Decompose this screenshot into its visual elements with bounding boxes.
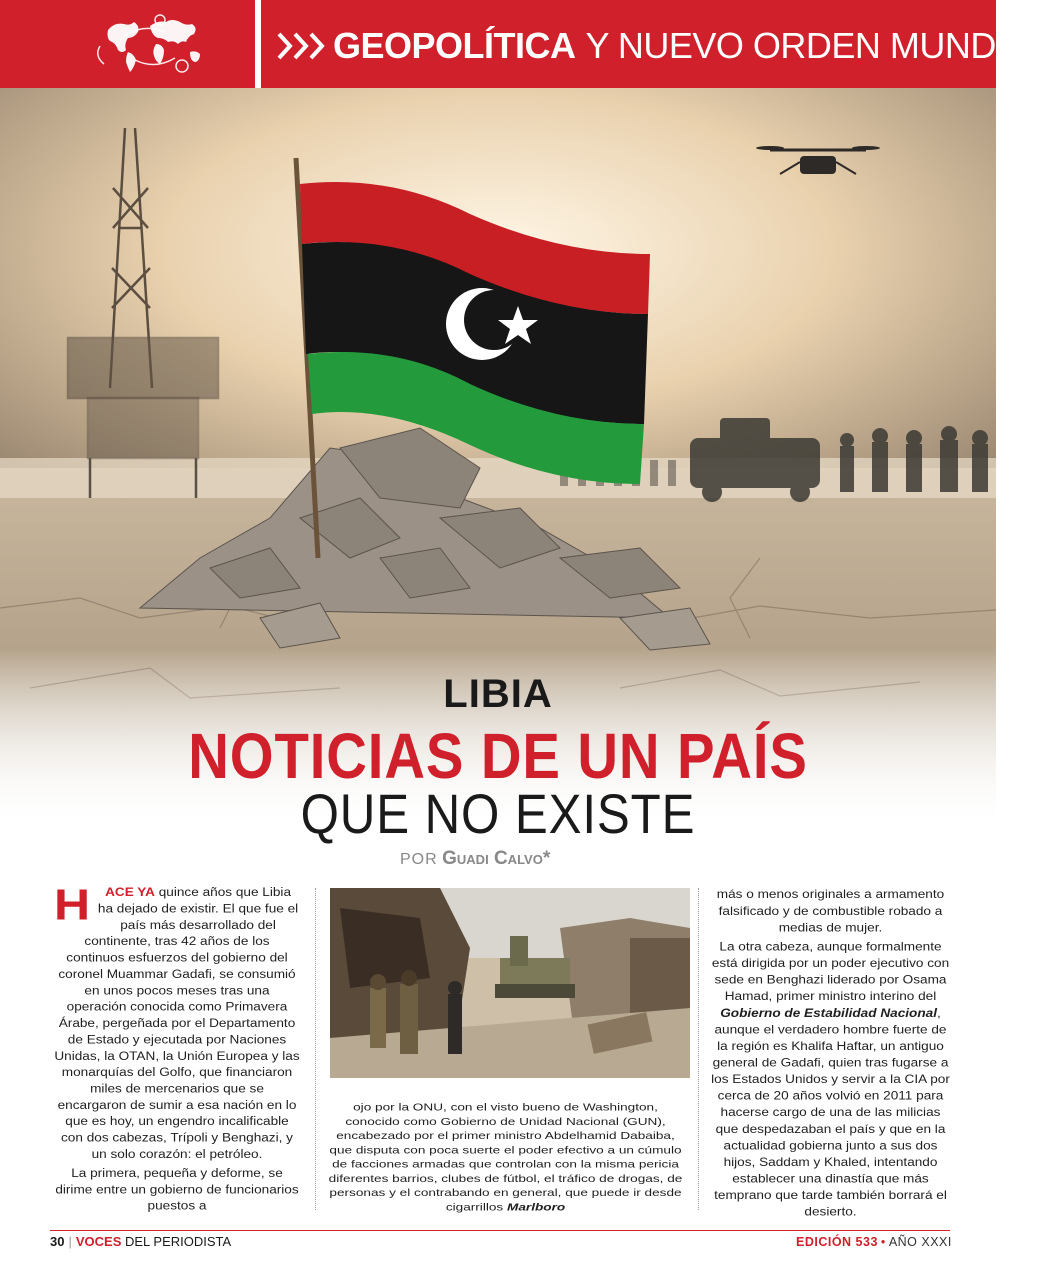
page-number: 30: [50, 1234, 65, 1249]
article-kicker: LIBIA: [443, 672, 553, 716]
section-header: [0, 0, 1048, 88]
column-rule-1: [315, 888, 316, 1210]
header-divider: [255, 0, 261, 88]
paragraph-5: [708, 938, 953, 1220]
article-photo-image: [330, 888, 690, 1078]
byline: [400, 848, 550, 870]
paragraph-4: más o menos originales a armamento falsificado y de combustible robado a medias de mujer.: [716, 887, 945, 934]
magazine-name-bold: VOCES: [75, 1234, 122, 1249]
hero-illustration-art: [0, 88, 996, 828]
section-title-rest: Y NUEVO ORDEN MUNDIAL: [585, 25, 1048, 66]
footer-folio: [50, 1234, 231, 1249]
paragraph-5-text-b: , aunque el verdadero hombre fuerte de la región es Khalifa Haftar, un antiguo general de Gadafi, quien tras fugarse a los Estados Unidos y servir a la CIA por cerca de 20 años volvió en 2011 para hacerse cargo de una de las milicias que despedazaban el país y que en la actualidad gobierna junto a sus dos hijos, Saddam y Khaled, intentando establecer una dinastía que más temprano que tarde también borrará el desierto.: [711, 1006, 950, 1219]
byline-prefix: POR: [400, 851, 438, 868]
footer-rule: [50, 1230, 950, 1231]
drop-cap: H: [54, 880, 91, 929]
paragraph-2: La primera, pequeña y deforme, se dirime entre un gobierno de funcionarios puestos a: [55, 1166, 299, 1213]
article-column-3: [708, 886, 953, 1220]
column-rule-2: [698, 888, 699, 1210]
footer-edition: [796, 1235, 952, 1249]
edition-number: EDICIÓN 533: [796, 1235, 878, 1249]
paragraph-5-text-a: La otra cabeza, aunque formalmente está dirigida por un poder ejecutivo con sede en Benghazi liderado por Osama Hamad, primer ministro interino del: [711, 940, 950, 1003]
brand-name: Marlboro: [507, 1201, 566, 1213]
footer-separator: |: [68, 1234, 72, 1249]
paragraph-1-text: quince años que Libia ha dejado de existir. El que fue el país más desarrollado del continente, tras 42 años de los continuos esfuerzos del gobierno del coronel Muammar Gadafi, se consumió en unos pocos meses tras una operación conocida como Primavera Árabe, pergeñada por el Departamento de Estado y ejecutada por Naciones Unidas, la OTAN, la Unión Europea y las monarquías del Golfo, que financiaron miles de mercenarios que se encargaron de sumir a esa nación en lo que es hoy, un engendro incalificable con dos cabezas, Trípoli y Benghazi, y un solo corazón: el petróleo.: [54, 885, 300, 1161]
magazine-name-rest: DEL PERIODISTA: [125, 1234, 232, 1249]
paragraph-1: [54, 880, 300, 1162]
paragraph-3: [328, 1100, 683, 1214]
article-column-1: [54, 880, 300, 1214]
article-subheadline: QUE NO EXISTE: [300, 782, 696, 845]
footer-bullet: •: [880, 1235, 886, 1249]
paragraph-3-text: ojo por la ONU, con el visto bueno de Washington, conocido como Gobierno de Unidad Nacional (GUN), encabezado por el primer ministro Abdelhamid Dabaiba, que disputa con poca suerte el poder efectivo a un cúmulo de facciones armadas que controlan con la misma pericia diferentes barrios, clubes de fútbol, el tráfico de drogas, de personas y el contrabando en general, que puede ir desde cigarrillos: [328, 1101, 683, 1213]
section-title-bold: GEOPOLÍTICA: [333, 25, 576, 66]
article-headline: NOTICIAS DE UN PAÍS: [188, 720, 808, 792]
article-photo: [330, 888, 690, 1078]
world-map-icon: [0, 0, 255, 88]
year-label: AÑO XXXI: [888, 1235, 952, 1249]
byline-author: Guadi Calvo*: [442, 848, 551, 869]
government-name: Gobierno de Estabilidad Nacional: [720, 1006, 937, 1020]
lead-in: ACE YA: [105, 885, 155, 899]
triple-chevron-right-icon: [276, 30, 328, 62]
hero-illustration: [0, 88, 996, 828]
section-title: [333, 20, 1048, 72]
article-column-2: [328, 1100, 683, 1214]
